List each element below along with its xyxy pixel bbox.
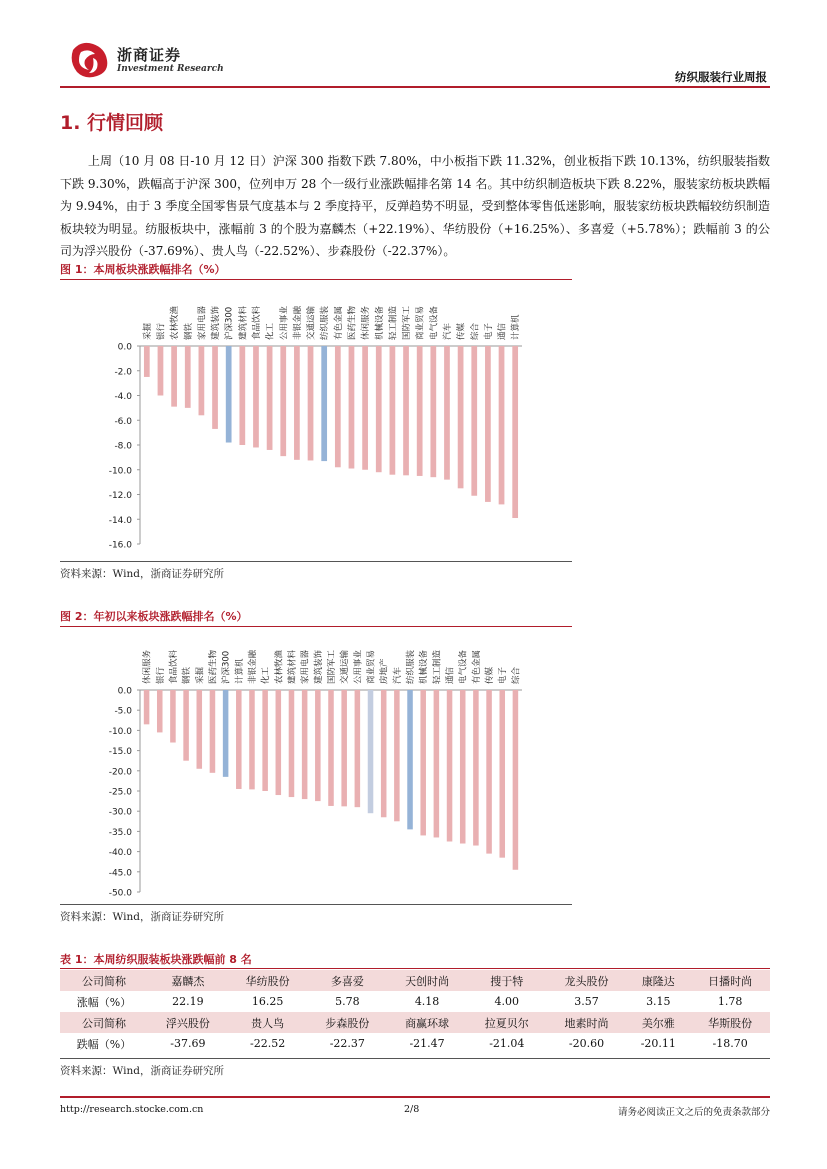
chart-bar bbox=[223, 690, 229, 777]
chart-bar bbox=[444, 346, 450, 480]
x-tick-label: 公用事业 bbox=[279, 305, 290, 340]
x-tick-label: 商业贸易 bbox=[366, 649, 377, 684]
x-tick-label: 通信 bbox=[497, 322, 508, 340]
y-tick-label: -40.0 bbox=[108, 848, 132, 859]
chart-bar bbox=[355, 690, 361, 807]
chart-bar bbox=[362, 346, 368, 470]
header-divider bbox=[60, 86, 770, 88]
chart-bar bbox=[390, 346, 396, 475]
footer-disclaimer: 请务必阅读正文之后的免责条款部分 bbox=[617, 1107, 770, 1118]
y-tick-label: -14.0 bbox=[108, 515, 132, 526]
x-tick-label: 食品饮料 bbox=[168, 649, 179, 684]
table-cell: -18.70 bbox=[712, 1037, 748, 1050]
y-tick-label: -4.0 bbox=[114, 392, 132, 402]
table-cell: -37.69 bbox=[170, 1037, 206, 1050]
table-cell: 华纺股份 bbox=[228, 970, 308, 991]
table-cell: 贵人鸟 bbox=[228, 1012, 308, 1033]
x-tick-label: 采掘 bbox=[142, 322, 153, 340]
x-tick-label: 传媒 bbox=[456, 322, 467, 340]
chart-bar bbox=[420, 690, 426, 835]
chart-bar bbox=[289, 690, 295, 797]
chart-bar bbox=[308, 346, 314, 460]
chart-bar bbox=[158, 346, 164, 396]
chart-bar bbox=[171, 346, 177, 407]
x-tick-label: 电气设备 bbox=[458, 649, 469, 684]
x-tick-label: 交通运输 bbox=[340, 649, 351, 684]
table-cell: 1.78 bbox=[717, 995, 743, 1008]
x-tick-label: 医药生物 bbox=[347, 305, 358, 340]
table-cell: -22.37 bbox=[329, 1037, 365, 1050]
chart-bar bbox=[447, 690, 453, 842]
x-tick-label: 计算机 bbox=[234, 658, 245, 684]
x-tick-label: 机械设备 bbox=[419, 649, 430, 684]
x-tick-label: 建筑材料 bbox=[287, 649, 298, 684]
table1-caption: 表 1：本周纺织服装板块涨跌幅前 8 名 bbox=[60, 953, 252, 966]
x-tick-label: 银行 bbox=[155, 666, 166, 684]
y-tick-label: 0.0 bbox=[117, 342, 132, 353]
chart-bar bbox=[212, 346, 218, 429]
x-tick-label: 电子 bbox=[498, 666, 509, 684]
table-cell: -21.04 bbox=[489, 1037, 525, 1050]
x-tick-label: 采掘 bbox=[195, 666, 206, 684]
table-cell: 4.18 bbox=[414, 995, 440, 1008]
chart-bar bbox=[280, 346, 286, 456]
rank-table bbox=[60, 970, 770, 1054]
x-tick-label: 电子 bbox=[483, 322, 494, 340]
x-tick-label: 计算机 bbox=[511, 314, 522, 340]
chart-bar bbox=[473, 690, 479, 846]
table-cell: 龙头股份 bbox=[547, 970, 627, 991]
y-tick-label: -12.0 bbox=[108, 491, 132, 501]
chart-bar bbox=[394, 690, 400, 821]
chart-bar bbox=[302, 690, 308, 799]
table-cell: 22.19 bbox=[172, 995, 204, 1008]
table-cell: 嘉麟杰 bbox=[148, 970, 228, 991]
table-cell: 拉夏贝尔 bbox=[467, 1012, 547, 1033]
chart-bar bbox=[417, 346, 423, 476]
x-tick-label: 综合 bbox=[470, 322, 481, 340]
x-tick-label: 综合 bbox=[511, 666, 522, 684]
x-tick-label: 房地产 bbox=[379, 658, 390, 684]
chart-bar bbox=[226, 346, 232, 443]
chart-bar bbox=[321, 346, 327, 461]
chart-bar bbox=[458, 346, 464, 488]
chart-bar bbox=[253, 346, 259, 447]
chart-bar bbox=[185, 346, 191, 408]
x-tick-label: 非银金融 bbox=[247, 649, 258, 684]
x-tick-label: 食品饮料 bbox=[251, 305, 262, 340]
chart-bar bbox=[210, 690, 216, 773]
table1-source-rule bbox=[60, 1058, 770, 1059]
y-tick-label: -25.0 bbox=[108, 787, 132, 798]
x-tick-label: 农林牧渔 bbox=[170, 305, 181, 340]
figure1-source: 资料来源：Wind，浙商证券研究所 bbox=[60, 568, 224, 580]
table-cell: 5.78 bbox=[335, 995, 360, 1008]
table-cell: 康隆达 bbox=[626, 970, 690, 991]
x-tick-label: 轻工制造 bbox=[432, 649, 443, 684]
table-cell: 浮兴股份 bbox=[148, 1012, 228, 1033]
x-tick-label: 轻工制造 bbox=[388, 305, 399, 340]
x-tick-label: 化工 bbox=[265, 322, 276, 340]
chart-bar bbox=[335, 346, 341, 467]
y-tick-label: -50.0 bbox=[108, 888, 132, 899]
chart-bar bbox=[239, 346, 245, 445]
x-tick-label: 建筑材料 bbox=[238, 305, 249, 340]
x-tick-label: 医药生物 bbox=[208, 649, 219, 684]
chart-bar bbox=[197, 690, 203, 769]
table-cell: 16.25 bbox=[251, 995, 284, 1008]
table-cell: 3.57 bbox=[574, 995, 599, 1008]
chart-bar bbox=[199, 346, 205, 415]
chart-bar bbox=[183, 690, 189, 761]
table-cell: 步森股份 bbox=[307, 1012, 387, 1033]
x-tick-label: 有色金属 bbox=[333, 305, 344, 340]
x-tick-label: 传媒 bbox=[485, 666, 496, 684]
table-cell: 4.00 bbox=[494, 995, 520, 1008]
chart-bar bbox=[144, 346, 150, 377]
footer-divider bbox=[60, 1096, 770, 1098]
x-tick-label: 公用事业 bbox=[353, 649, 364, 684]
y-tick-label: -20.0 bbox=[108, 767, 132, 778]
table-row-label: 涨幅（%） bbox=[76, 995, 132, 1009]
brand-subtitle: Investment Research bbox=[117, 64, 224, 74]
y-tick-label: -15.0 bbox=[108, 747, 132, 758]
x-tick-label: 建筑装饰 bbox=[211, 305, 222, 340]
y-tick-label: -45.0 bbox=[108, 868, 132, 879]
figure2-chart bbox=[60, 629, 572, 904]
table-cell: -20.60 bbox=[568, 1037, 605, 1050]
chart-bar bbox=[381, 690, 387, 817]
chart-bar bbox=[512, 346, 518, 518]
y-tick-label: -10.0 bbox=[108, 466, 132, 477]
body-paragraph: 上周（10 月 08 日-10 月 12 日）沪深 300 指数下跌 7.80%，中小板指下跌 11.32%，创业板指下跌 10.13%，纺织服装指数下跌 9.30%，跌幅高于沪深 300，位列申万 28 个一级行业涨跌幅排名第 14 名。其中纺织制造板块下跌 8.22%，服装家纺板块跌幅为 9.94%，由于 3 季度全国零售景气度基本与 2 季度持平，反弹趋势不明显，受到整体零售低迷影响，服装家纺板块跌幅较纺织制造板块较为明显。纺服板块中，涨幅前 3 的个股为嘉麟杰（+22.19%）、华纺股份（+16.25%）、多喜爱（+5.78%）；跌幅前 3 的公司为浮兴股份（-37.69%）、贵人鸟（-22.52%）、步森股份（-22.37%）。 bbox=[60, 154, 770, 258]
brand-logo-icon bbox=[67, 40, 111, 78]
x-tick-label: 国防军工 bbox=[327, 649, 337, 684]
figure2-rule bbox=[60, 626, 572, 627]
x-tick-label: 沪深300 bbox=[221, 650, 232, 684]
chart-bar bbox=[368, 690, 374, 813]
x-tick-label: 钢铁 bbox=[183, 322, 194, 340]
table-cell: -21.47 bbox=[409, 1037, 445, 1050]
chart-bar bbox=[485, 346, 491, 502]
table-cell: 日播时尚 bbox=[690, 970, 770, 991]
x-tick-label: 机械设备 bbox=[374, 305, 385, 340]
x-tick-label: 国防军工 bbox=[402, 305, 413, 340]
table1-rule bbox=[60, 968, 770, 969]
chart-bar bbox=[513, 690, 519, 870]
figure2-source-rule bbox=[60, 904, 572, 905]
y-tick-label: -30.0 bbox=[108, 807, 132, 818]
x-tick-label: 家用电器 bbox=[197, 305, 208, 340]
x-tick-label: 商业贸易 bbox=[415, 305, 426, 340]
table-cell: 华斯股份 bbox=[690, 1012, 770, 1033]
x-tick-label: 农林牧渔 bbox=[274, 649, 285, 684]
chart-bar bbox=[460, 690, 466, 844]
table-row-label: 公司简称 bbox=[60, 1012, 148, 1033]
figure2-source: 资料来源：Wind，浙商证券研究所 bbox=[60, 911, 224, 923]
x-tick-label: 纺织服装 bbox=[320, 305, 331, 340]
chart-bar bbox=[276, 690, 282, 795]
table-row-label: 公司简称 bbox=[60, 970, 148, 991]
chart-bar bbox=[144, 690, 150, 724]
chart-bar bbox=[170, 690, 176, 743]
x-tick-label: 休闲服务 bbox=[142, 649, 153, 684]
table-cell: 3.15 bbox=[646, 995, 671, 1008]
x-tick-label: 休闲服务 bbox=[361, 305, 372, 340]
chart-bar bbox=[267, 346, 273, 450]
x-tick-label: 建筑装饰 bbox=[313, 649, 324, 684]
y-tick-label: 0.0 bbox=[117, 686, 132, 697]
x-tick-label: 化工 bbox=[261, 666, 272, 684]
brand-name: 浙商证券 bbox=[117, 46, 182, 64]
x-tick-label: 家用电器 bbox=[300, 649, 311, 684]
table-cell: 商赢环球 bbox=[387, 1012, 467, 1033]
chart-bar bbox=[407, 690, 413, 829]
figure1-chart bbox=[60, 282, 572, 560]
table-cell: 天创时尚 bbox=[387, 970, 467, 991]
figure1-caption: 图 1：本周板块涨跌幅排名（%） bbox=[60, 263, 226, 276]
table-cell: 地素时尚 bbox=[547, 1012, 627, 1033]
chart-bar bbox=[315, 690, 321, 801]
chart-bar bbox=[499, 346, 505, 504]
x-tick-label: 电气设备 bbox=[429, 305, 440, 340]
table-row bbox=[60, 991, 770, 1012]
y-tick-label: -2.0 bbox=[114, 367, 132, 378]
chart-bar bbox=[349, 346, 355, 469]
page-number: 2/8 bbox=[404, 1104, 420, 1115]
y-tick-label: -8.0 bbox=[114, 441, 132, 452]
figure1-source-rule bbox=[60, 561, 572, 562]
chart-bar bbox=[434, 690, 440, 837]
y-tick-label: -5.0 bbox=[114, 706, 132, 717]
x-tick-label: 钢铁 bbox=[182, 666, 193, 684]
table-cell: -20.11 bbox=[640, 1037, 676, 1050]
x-tick-label: 汽车 bbox=[442, 322, 453, 340]
x-tick-label: 有色金属 bbox=[471, 649, 482, 684]
chart-bar bbox=[236, 690, 242, 789]
chart-bar bbox=[403, 346, 409, 475]
x-tick-label: 交通运输 bbox=[306, 305, 317, 340]
chart-bar bbox=[486, 690, 492, 854]
table-row-label: 跌幅（%） bbox=[76, 1037, 132, 1051]
x-tick-label: 沪深300 bbox=[224, 306, 235, 340]
footer-url-link[interactable]: http://research.stocke.com.cn bbox=[60, 1104, 204, 1115]
chart-bar bbox=[499, 690, 505, 858]
figure1-rule bbox=[60, 279, 572, 280]
figure2-caption: 图 2：年初以来板块涨跌幅排名（%） bbox=[60, 610, 248, 623]
x-tick-label: 纺织服装 bbox=[406, 649, 417, 684]
report-type: 纺织服装行业周报 bbox=[675, 70, 767, 84]
y-tick-label: -16.0 bbox=[108, 540, 132, 551]
chart-bar bbox=[376, 346, 382, 472]
x-tick-label: 汽车 bbox=[392, 666, 403, 684]
chart-bar bbox=[471, 346, 477, 496]
table-row bbox=[60, 1033, 770, 1054]
table-row bbox=[60, 1012, 770, 1033]
y-tick-label: -35.0 bbox=[108, 827, 132, 838]
chart-bar bbox=[249, 690, 255, 789]
table1-source: 资料来源：Wind，浙商证券研究所 bbox=[60, 1065, 224, 1077]
table-cell: -22.52 bbox=[249, 1037, 286, 1050]
y-tick-label: -10.0 bbox=[108, 726, 132, 737]
y-tick-label: -6.0 bbox=[114, 416, 132, 427]
chart-bar bbox=[341, 690, 347, 806]
table-cell: 美尔雅 bbox=[626, 1012, 690, 1033]
section-title: 1. 行情回顾 bbox=[60, 112, 164, 134]
chart-bar bbox=[262, 690, 268, 791]
chart-bar bbox=[294, 346, 300, 460]
x-tick-label: 非银金融 bbox=[292, 305, 303, 340]
chart-bar bbox=[157, 690, 163, 732]
chart-bar bbox=[328, 690, 334, 806]
chart-bar bbox=[430, 346, 436, 477]
x-tick-label: 通信 bbox=[445, 666, 456, 684]
table-cell: 多喜爱 bbox=[307, 970, 387, 991]
table-cell: 搜于特 bbox=[467, 970, 547, 991]
x-tick-label: 银行 bbox=[156, 322, 167, 340]
table-row bbox=[60, 970, 770, 991]
